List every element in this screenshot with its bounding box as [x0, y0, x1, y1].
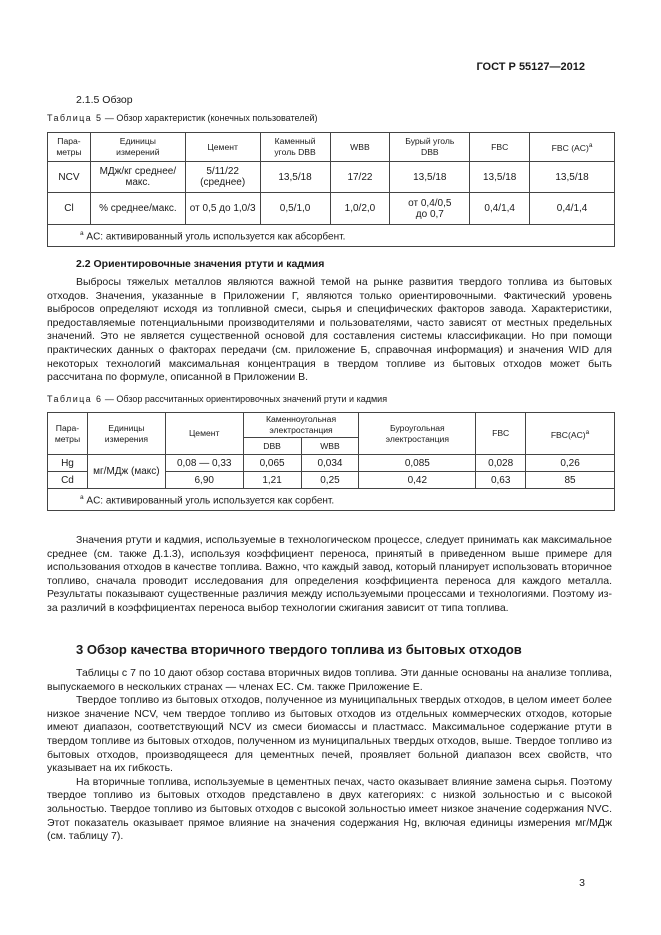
table-cell: Cl: [48, 193, 91, 225]
table-6: [47, 412, 615, 511]
table-5-note-text: AC: активированный уголь используется как абсорбент.: [83, 231, 346, 243]
table-6-header-cell: FBC: [476, 413, 526, 455]
table-6-note-text: AC: активированный уголь используется как сорбент.: [83, 495, 335, 507]
table-cell: 0,63: [476, 472, 526, 489]
table-row: [48, 193, 615, 225]
table-cell: МДж/кг среднее/ макс.: [90, 162, 185, 193]
table-cell: Hg: [48, 455, 88, 472]
footnote-marker: а: [588, 142, 593, 150]
section-2-2-body: [47, 276, 612, 385]
table-cell: 0,034: [301, 455, 359, 472]
table-cell: 0,085: [359, 455, 476, 472]
table-cell: 5/11/22 (среднее): [185, 162, 260, 193]
table-cell: NCV: [48, 162, 91, 193]
table-cell: мг/МДж (макс): [87, 455, 165, 489]
footnote-marker: а: [80, 230, 84, 238]
table-5-header-row: [48, 133, 615, 162]
paragraph: Выбросы тяжелых металлов являются важной темой на рынке развития твердого топлива из бытовых отходов. Значения, указанные в Приложении Г, являются только ориентировочными. Фактический уровень выбросов определяют исходя из топливной смеси, сырья и специфических факторов завода. Характеристики, предоставляемые потенциальными производителями и пользователями, часто зависят от местных предельных значений. Это не является существенной основой для составления системы классификации. Но при помощи практических данных о факторах передачи (см. приложение Б, справочная информация) и значения WID для некоторых технологий максимальная концентрация в твердом топливе из бытовых отходов может быть рассчитана по формуле, описанной в Приложении В.: [47, 276, 612, 384]
table-5-header-cell: Пара- метры: [48, 133, 91, 162]
table-cell: 0,028: [476, 455, 526, 472]
table-cell: 13,5/18: [530, 162, 615, 193]
table-6-header-row: [48, 413, 615, 438]
table-6-header-cell: Единицы измерения: [87, 413, 165, 455]
paragraph: Таблицы с 7 по 10 дают обзор состава вторичных видов топлива. Эти данные основаны на анализе топлива, выпускаемого в нескольких странах — членах ЕС. См. также Приложение Е.: [47, 667, 612, 693]
table-6-note: [48, 489, 615, 511]
table-5-header-cell: Каменный уголь DBB: [260, 133, 330, 162]
table-5-header-cell: Единицы измерений: [90, 133, 185, 162]
section-2-2-title: 2.2 Ориентировочные значения ртути и кадмия: [76, 258, 325, 270]
standard-header: ГОСТ Р 55127—2012: [476, 61, 585, 73]
table-cell: 6,90: [165, 472, 243, 489]
table-cell: 13,5/18: [260, 162, 330, 193]
table-6-caption: [47, 393, 612, 407]
section-2-1-5-title: 2.1.5 Обзор: [76, 94, 133, 106]
section-3-body: [47, 667, 612, 844]
table-5-caption: [47, 112, 612, 126]
table-cell: от 0,4/0,5 до 0,7: [390, 193, 470, 225]
table-6-header-label: FBC(AC): [550, 429, 586, 440]
table-6-caption-text: — Обзор рассчитанных ориентировочных значений ртути и кадмия: [102, 394, 388, 404]
paragraph: Значения ртути и кадмия, используемые в технологическом процессе, следует принимать как максимальное среднее (см. также Д.1.3), используя коэффициент переноса, принятый в приведенном выше примере для использования отходов в качестве топлива. Важно, что каждый завод, который планирует использовать вторичное топливо, сначала проводит исследования для определения коэффициента переноса для каждого металла. Результаты показывают существенные различия между используемыми процессами и технологиями. Поэтому из-за различий в коэффициентах переноса выбор технологии сжигания зависит от типа топлива.: [47, 534, 612, 614]
footnote-marker: а: [80, 494, 84, 502]
table-cell: 0,26: [526, 455, 615, 472]
table-cell: 1,0/2,0: [330, 193, 390, 225]
table-5-header-label: FBC (AC): [551, 142, 589, 153]
table-cell: 0,4/1,4: [530, 193, 615, 225]
table-cell: 1,21: [243, 472, 301, 489]
table-5-note-row: [48, 225, 615, 247]
table-cell: 85: [526, 472, 615, 489]
table-6-header-cell: Пара- метры: [48, 413, 88, 455]
table-cell: 13,5/18: [470, 162, 530, 193]
section-3-title: 3 Обзор качества вторичного твердого топлива из бытовых отходов: [76, 642, 522, 657]
table-cell: % среднее/макс.: [90, 193, 185, 225]
paragraph: На вторичные топлива, используемые в цементных печах, часто оказывает влияние замена сырья. Поэтому твердое топливо из бытовых отходов представлено в двух категориях: с низкой зольностью и с высокой зольностью. Твердое топливо из бытовых отходов с высокой зольностью имеет низкое значение содержания NVC. Этот показатель оказывает прямое влияние на значения содержания Hg, включая единицы измерения мг/МДж (см. таблицу 7).: [47, 775, 612, 843]
table-cell: 0,42: [359, 472, 476, 489]
table-5-header-cell: WBB: [330, 133, 390, 162]
mercury-cadmium-body: [47, 534, 612, 616]
table-5-header-cell: Цемент: [185, 133, 260, 162]
table-5-note: [48, 225, 615, 247]
table-5-header-cell: FBC: [470, 133, 530, 162]
paragraph: Твердое топливо из бытовых отходов, полученное из муниципальных твердых отходов, в целом имеет более низкое значение NCV, чем твердое топливо из бытовых отходов из отдельных коммерческих отходов, которые имеют диапазон, соответствующий NCV из смеси биомассы и пластмасс. Максимальное содержание ртути в твердом топливе из бытовых отходов, полученном из муниципальных твердых отходов, выше. Твердое топливо из бытовых отходов, производящееся для цементных печей, проявляет больной диапазон всех свойств, что указывает на их гибкость.: [47, 694, 612, 775]
table-cell: 0,25: [301, 472, 359, 489]
table-cell: от 0,5 до 1,0/3: [185, 193, 260, 225]
table-cell: 0,08 — 0,33: [165, 455, 243, 472]
table-cell: 13,5/18: [390, 162, 470, 193]
table-cell: 17/22: [330, 162, 390, 193]
table-cell: 0,065: [243, 455, 301, 472]
table-6-header-cell: WBB: [301, 438, 359, 455]
table-6-note-row: [48, 489, 615, 511]
table-5-header-cell: Бурый уголь DBB: [390, 133, 470, 162]
table-6-caption-prefix: Таблица 6: [47, 394, 103, 404]
table-6-header-cell: Буроугольная электростанция: [359, 413, 476, 455]
table-cell: Cd: [48, 472, 88, 489]
table-6-header-cell: [526, 413, 615, 455]
table-5: [47, 132, 615, 247]
table-5-caption-prefix: Таблица 5: [47, 113, 103, 123]
table-cell: 0,4/1,4: [470, 193, 530, 225]
table-6-header-cell: Каменноугольная электростанция: [243, 413, 359, 438]
footnote-marker: а: [585, 428, 590, 436]
page-number: 3: [579, 877, 585, 889]
table-5-header-cell: [530, 133, 615, 162]
table-6-header-cell: Цемент: [165, 413, 243, 455]
table-row: [48, 455, 615, 472]
table-6-header-cell: DBB: [243, 438, 301, 455]
table-5-caption-text: — Обзор характеристик (конечных пользователей): [102, 113, 318, 123]
table-cell: 0,5/1,0: [260, 193, 330, 225]
table-row: [48, 162, 615, 193]
